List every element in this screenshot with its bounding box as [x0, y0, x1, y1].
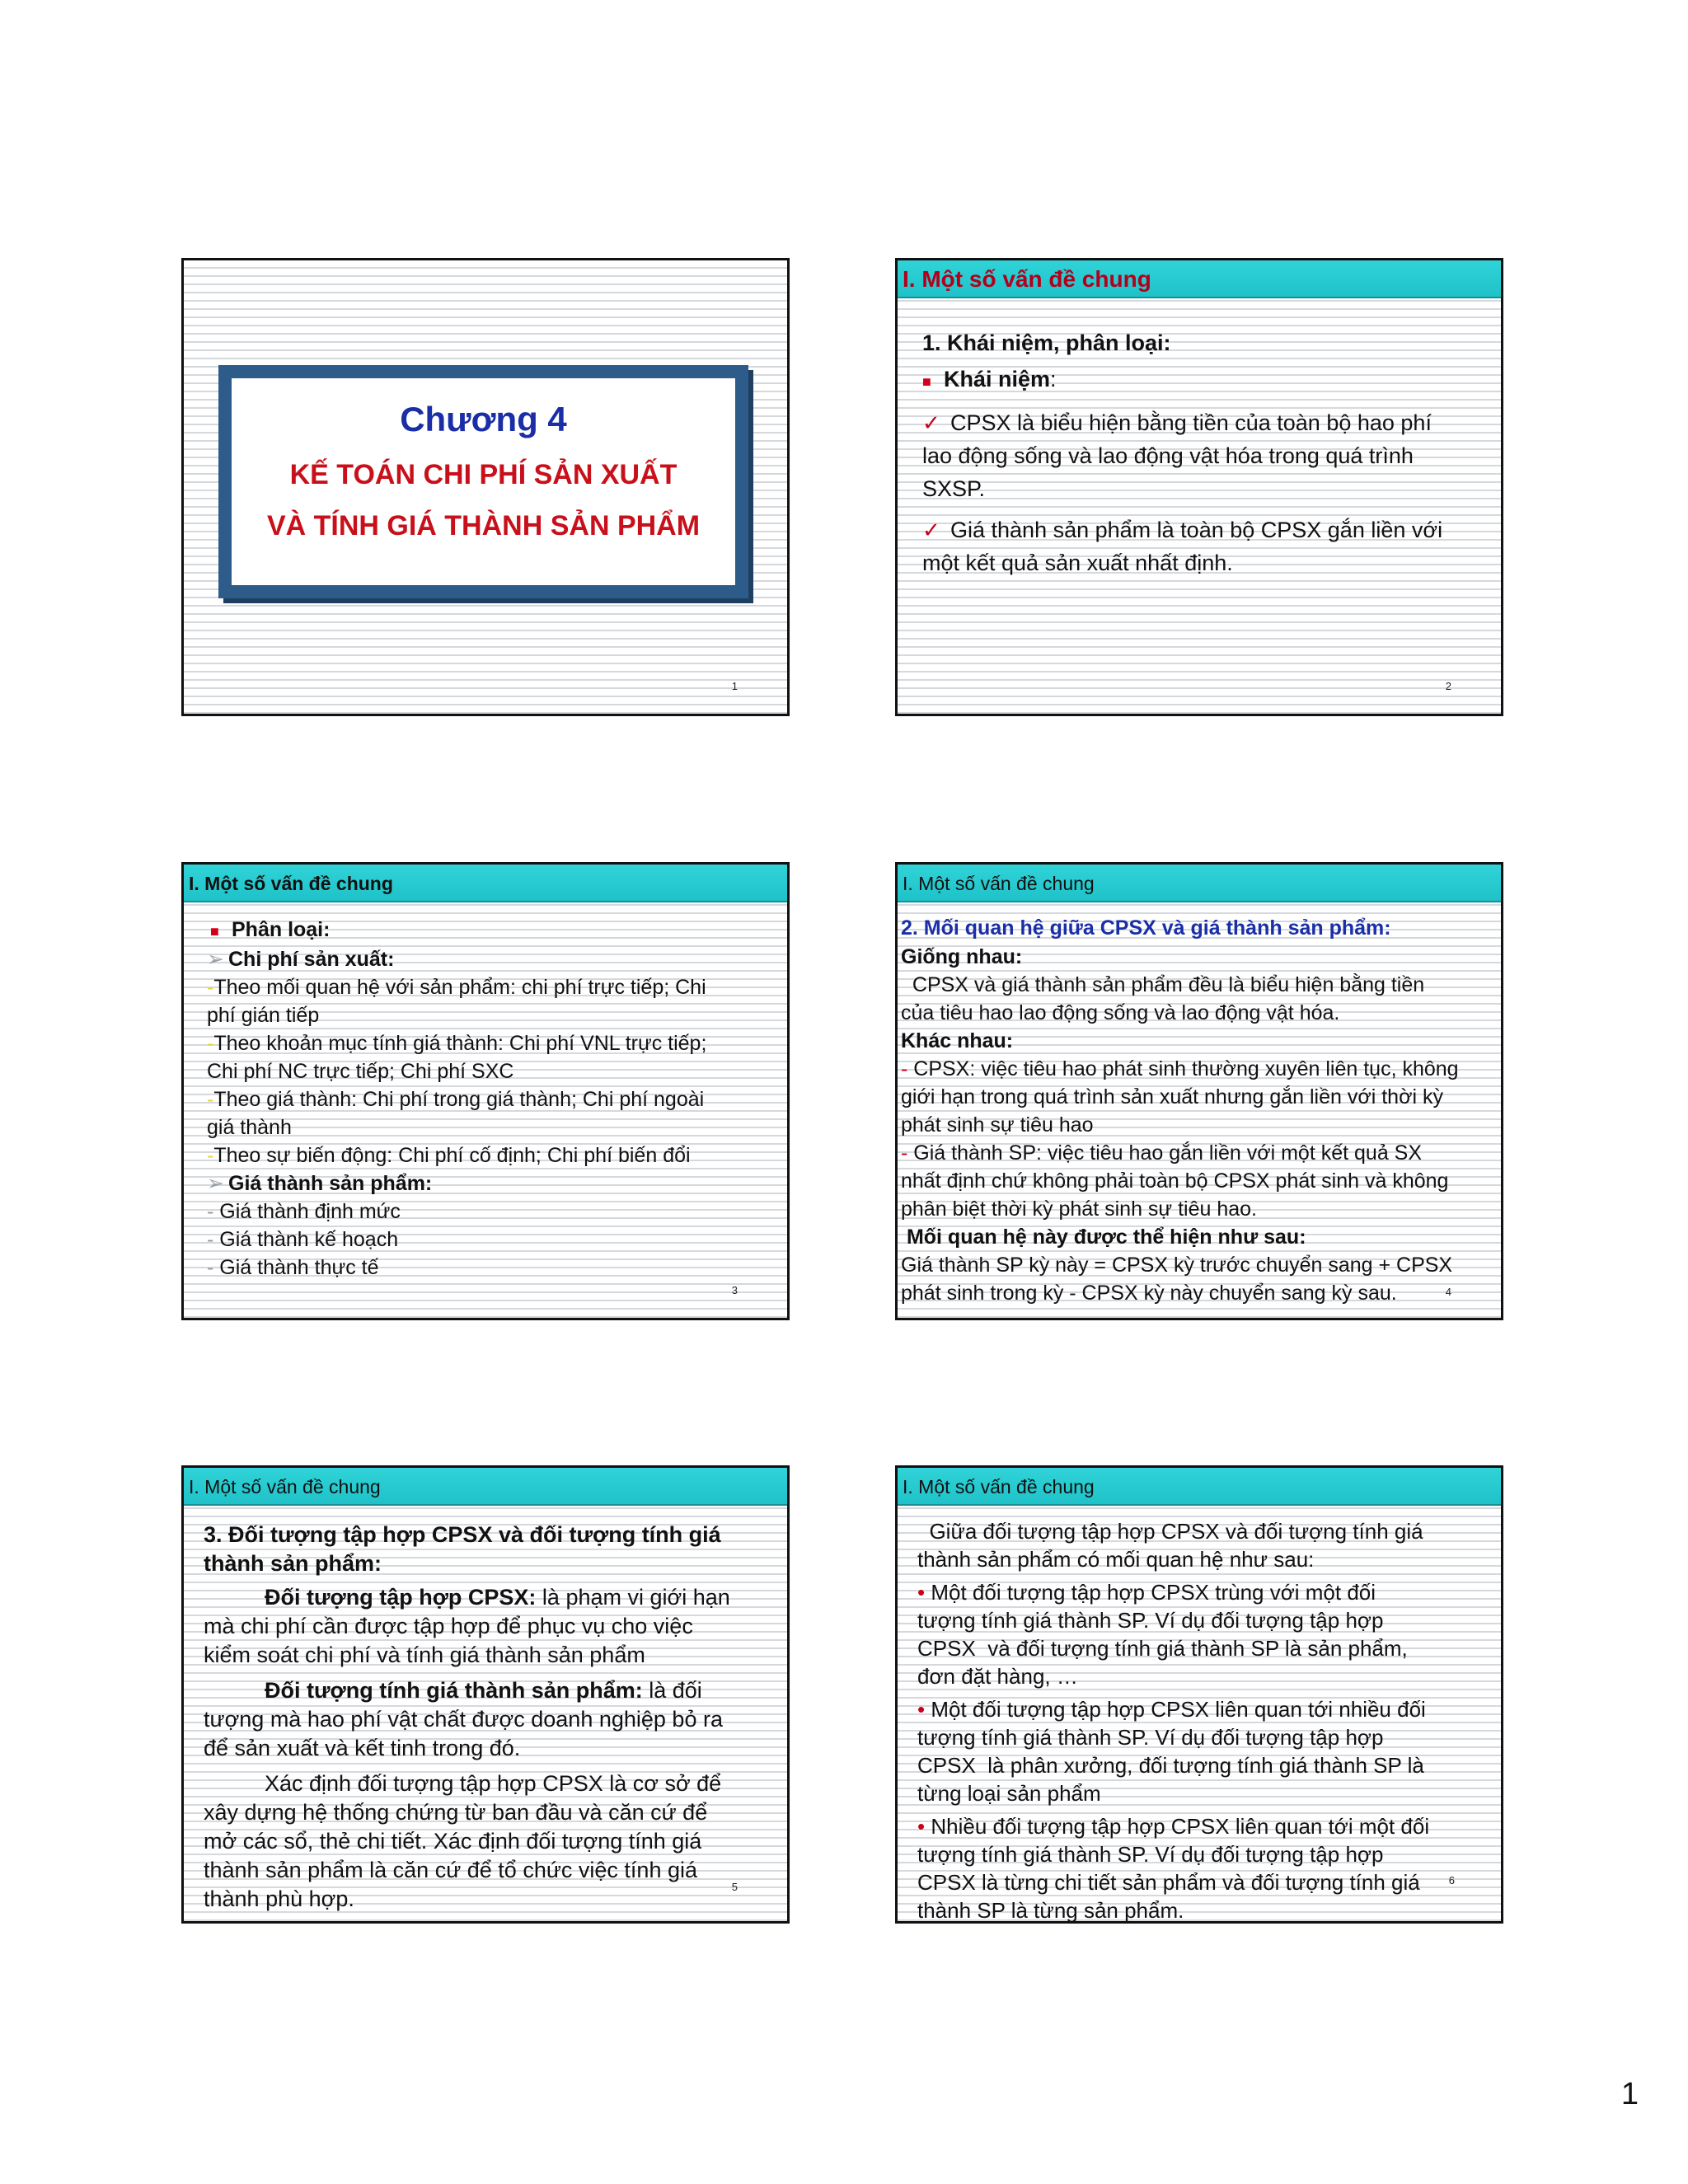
checkmark-icon: ✓ [922, 518, 940, 542]
slide-body [917, 1517, 1473, 1924]
slide-header: I. Một số vấn đề chung [898, 1468, 1501, 1506]
price-item-1: - Giá thành định mức [207, 1200, 401, 1223]
case-one-to-one-1: • Một đối tượng tập hợp CPSX trùng với một đối [917, 1580, 1376, 1605]
slide-5 [181, 1465, 790, 1924]
arrow-bullet-icon: ➢ [207, 948, 224, 971]
slide-body [922, 326, 1478, 579]
page-number: 1 [1620, 2077, 1639, 2111]
similar-text-2: của tiêu hao lao động sống và lao động vật hóa. [901, 1001, 1340, 1024]
cost-item-1: -Theo mối quan hệ với sản phẩm: chi phí trực tiếp; Chi [207, 976, 706, 999]
formula-heading: Mối quan hệ này được thể hiện như sau: [901, 1226, 1306, 1249]
chapter-title: Chương 4 [400, 400, 567, 438]
price-item-3: - Giá thành thực tế [207, 1256, 379, 1279]
definition-cpsx-2: lao động sống và lao động vật hóa trong quá trình [922, 443, 1414, 468]
slide-header: I. Một số vấn đề chung [898, 865, 1501, 902]
similar-heading: Giống nhau: [901, 945, 1023, 968]
definition-price-1: ✓ Giá thành sản phẩm là toàn bộ CPSX gắn liền với [922, 513, 1478, 546]
title-frame [218, 365, 748, 598]
cost-object-def-3: kiểm soát chi phí và tính giá thành sản phẩm [204, 1643, 645, 1667]
object-heading-2: thành sản phẩm: [204, 1551, 382, 1576]
bullet-square-icon: ■ [922, 373, 931, 390]
different-cpsx-1: - CPSX: việc tiêu hao phát sinh thường xuyên liên tục, không [901, 1057, 1459, 1080]
formula-line-1: Giá thành SP kỳ này = CPSX kỳ trước chuyển sang + CPSX [901, 1254, 1453, 1277]
formula-line-2: phát sinh trong kỳ - CPSX kỳ này chuyển sang kỳ sau. [901, 1282, 1397, 1305]
definition-cpsx-3: SXSP. [922, 476, 986, 501]
price-heading: ➢ Giá thành sản phẩm: [207, 1169, 766, 1197]
relation-heading: 2. Mối quan hệ giữa CPSX và giá thành sản phẩm: [901, 916, 1391, 940]
cost-item-1-cont: phí gián tiếp [207, 1004, 320, 1027]
definition-price-2: một kết quả sản xuất nhất định. [922, 551, 1233, 575]
purpose-text-1: Xác định đối tượng tập hợp CPSX là cơ sở để [265, 1771, 722, 1796]
case-one-to-many-1: • Một đối tượng tập hợp CPSX liên quan tới nhiều đối [917, 1697, 1426, 1722]
price-object-def-2: tượng mà hao phí vật chất được doanh nghiệp bỏ ra [204, 1707, 723, 1732]
cost-item-3-cont: giá thành [207, 1116, 292, 1139]
case-many-to-one-4: thành SP là từng sản phẩm. [917, 1898, 1184, 1923]
case-one-to-many-3: CPSX là phân xưởng, đối tượng tính giá thành SP là [917, 1753, 1424, 1778]
similar-text-1: CPSX và giá thành sản phẩm đều là biểu hiện bằng tiền [901, 973, 1425, 996]
slide-header: I. Một số vấn đề chung [184, 865, 787, 902]
slide-header: I. Một số vấn đề chung [184, 1468, 787, 1506]
slide-number: 3 [731, 1284, 738, 1296]
slide-3 [181, 862, 790, 1320]
slide-body [207, 916, 766, 1282]
bullet-dot-icon: • [917, 1697, 926, 1722]
chapter-subtitle-1: KẾ TOÁN CHI PHÍ SẢN XUẤT [289, 459, 678, 490]
case-one-to-one-3: CPSX và đối tượng tính giá thành SP là sản phẩm, [917, 1636, 1408, 1661]
case-many-to-one-3: CPSX là từng chi tiết sản phẩm và đối tượng tính giá [917, 1870, 1420, 1895]
intro-line-1: Giữa đối tượng tập hợp CPSX và đối tượng tính giá [917, 1519, 1423, 1544]
cost-heading: ➢ Chi phí sản xuất: [207, 945, 766, 973]
slide-header: I. Một số vấn đề chung [898, 260, 1501, 298]
object-heading-1: 3. Đối tượng tập hợp CPSX và đối tượng tính giá [204, 1522, 721, 1547]
section-heading: 1. Khái niệm, phân loại: [922, 330, 1171, 355]
different-heading: Khác nhau: [901, 1029, 1014, 1052]
slide-number: 4 [1445, 1286, 1451, 1298]
cost-object-def-1: Đối tượng tập hợp CPSX: là phạm vi giới hạn [265, 1585, 730, 1610]
different-price-1: - Giá thành SP: việc tiêu hao gắn liền với một kết quả SX [901, 1141, 1423, 1165]
cost-item-2: -Theo khoản mục tính giá thành: Chi phí VNL trực tiếp; [207, 1032, 707, 1055]
slide-6 [895, 1465, 1503, 1924]
slide-number: 2 [1445, 680, 1451, 692]
slide-2 [895, 258, 1503, 716]
cost-item-3: -Theo giá thành: Chi phí trong giá thành; Chi phí ngoài [207, 1088, 705, 1111]
slide-4 [895, 862, 1503, 1320]
purpose-text-5: thành phù hợp. [204, 1886, 354, 1911]
case-one-to-many-4: từng loại sản phẩm [917, 1781, 1101, 1806]
chapter-subtitle-2: VÀ TÍNH GIÁ THÀNH SẢN PHẨM [266, 510, 701, 541]
slide-number: 6 [1448, 1874, 1455, 1886]
case-one-to-one-4: đơn đặt hàng, … [917, 1664, 1078, 1689]
definition-cpsx-1: ✓ CPSX là biểu hiện bằng tiền của toàn bộ hao phí [922, 406, 1478, 439]
price-object-def-1: Đối tượng tính giá thành sản phẩm: là đối [265, 1678, 702, 1703]
case-many-to-one-2: tượng tính giá thành SP. Ví dụ đối tượng tập hợp [917, 1842, 1384, 1867]
slide-1 [181, 258, 790, 716]
different-price-2: nhất định chứ không phải toàn bộ CPSX phát sinh và không [901, 1169, 1449, 1193]
intro-line-2: thành sản phẩm có mối quan hệ như sau: [917, 1547, 1315, 1572]
different-price-3: phân biệt thời kỳ phát sinh sự tiêu hao. [901, 1197, 1258, 1221]
bullet-square-icon: ■ [210, 923, 219, 940]
concept-line: ■ Khái niệm: [922, 359, 1478, 401]
bullet-dot-icon: • [917, 1580, 926, 1605]
different-cpsx-3: phát sinh sự tiêu hao [901, 1113, 1094, 1137]
case-one-to-one-2: tượng tính giá thành SP. Ví dụ đối tượng tập hợp [917, 1608, 1384, 1633]
slide-number: 5 [731, 1881, 738, 1893]
price-item-2: - Giá thành kế hoạch [207, 1228, 399, 1251]
purpose-text-4: thành sản phẩm là căn cứ để tổ chức việc tính giá [204, 1858, 697, 1882]
price-object-def-3: để sản xuất và kết tinh trong đó. [204, 1736, 521, 1760]
slide-number: 1 [731, 680, 738, 692]
cost-item-2-cont: Chi phí NC trực tiếp; Chi phí SXC [207, 1060, 514, 1083]
classification-heading: ■ Phân loại: [207, 916, 766, 945]
cost-object-def-2: mà chi phí cần được tập hợp để phục vụ cho việc [204, 1614, 693, 1638]
purpose-text-2: xây dựng hệ thống chứng từ ban đầu và căn cứ để [204, 1800, 708, 1825]
case-one-to-many-2: tượng tính giá thành SP. Ví dụ đối tượng tập hợp [917, 1725, 1384, 1750]
bullet-dot-icon: • [917, 1814, 926, 1839]
case-many-to-one-1: • Nhiều đối tượng tập hợp CPSX liên quan tới một đối [917, 1814, 1430, 1839]
slide-body [901, 914, 1498, 1307]
cost-item-4: -Theo sự biến động: Chi phí cố định; Chi phí biến đổi [207, 1144, 691, 1167]
arrow-bullet-icon: ➢ [207, 1172, 224, 1195]
purpose-text-3: mở các sổ, thẻ chi tiết. Xác định đối tượng tính giá [204, 1829, 702, 1854]
different-cpsx-2: giới hạn trong quá trình sản xuất nhưng gắn liền với thời kỳ [901, 1085, 1443, 1108]
checkmark-icon: ✓ [922, 410, 940, 435]
slide-body [204, 1521, 774, 1914]
